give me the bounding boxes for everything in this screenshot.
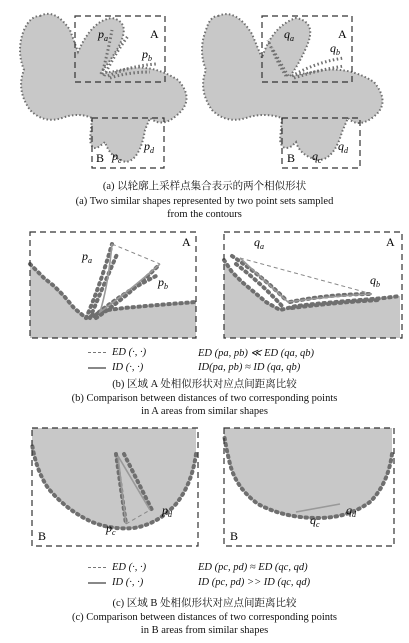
legend-b-ed [88, 347, 146, 358]
label-pb-main: p [142, 47, 148, 61]
label-qa-main: q [284, 27, 290, 41]
formula-c-ed: ED (pc, pd) ≈ ED (qc, qd) [198, 562, 308, 573]
label-qd [338, 139, 349, 155]
label-pd-main: p [144, 139, 150, 153]
zoom-label-region-b-left: B [38, 529, 47, 543]
legend-c-ed [88, 562, 146, 573]
label-qc-sub: c [318, 156, 322, 165]
legend-c-id [88, 577, 143, 588]
caption-c-en-2: in B areas from similar shapes [140, 625, 269, 636]
caption-a-en-1: (a) Two similar shapes represented by two point sets sampled [75, 196, 334, 207]
caption-a-en-2: from the contours [167, 209, 242, 220]
formula-b-ed: ED (pa, pb) ≪ ED (qa, qb) [198, 348, 314, 359]
zoom-label-region-b-right: B [230, 529, 239, 543]
legend-b-id [88, 362, 143, 373]
label-pc-main: p [112, 149, 118, 163]
zoom-label-pa-main: p [82, 249, 88, 263]
caption-b-en-2: in A areas from similar shapes [141, 406, 268, 417]
zoom-label-region-a-left: A [182, 235, 191, 249]
zoom-label-pa [81, 249, 92, 265]
label-region-a-left: A [150, 27, 159, 41]
zoom-label-qb-main: q [370, 273, 376, 287]
legend-c-id-text: ID (·, ·) [112, 577, 144, 588]
label-pb-sub: b [148, 54, 152, 63]
zoom-b-right [224, 428, 394, 546]
label-pd [143, 139, 155, 155]
caption-c-en-1: (c) Comparison between distances of two corresponding points [71, 612, 338, 623]
formula-b-id: ID(pa, pb) ≈ ID (qa, qb) [198, 362, 301, 373]
label-qb-sub: b [336, 48, 340, 57]
zoom-a-left [30, 232, 196, 338]
label-region-b-right: B [287, 151, 296, 165]
caption-a-cn: (a) 以轮廓上采样点集合表示的两个相似形状 [102, 181, 307, 192]
zoom-label-qb [370, 273, 380, 289]
zoom-label-pd-sub: d [168, 510, 172, 519]
label-region-b-left: B [96, 151, 105, 165]
figure-c-region-b [0, 424, 409, 554]
zoom-label-qa-main: q [254, 235, 260, 249]
zoom-label-pb [157, 275, 168, 291]
zoom-label-pa-sub: a [88, 256, 92, 265]
legend-b-ed-text: ED (·, ·) [112, 347, 147, 358]
figure-a-shapes [0, 0, 409, 178]
label-qb-main: q [330, 41, 336, 55]
zoom-label-qa-sub: a [260, 242, 264, 251]
zoom-label-qd-main: q [346, 503, 352, 517]
label-pd-sub: d [150, 146, 154, 155]
zoom-label-qb-sub: b [376, 280, 380, 289]
zoom-label-pb-main: p [158, 275, 164, 289]
legend-b-ed-swatch [88, 352, 106, 353]
zoom-label-qc-sub: c [316, 520, 320, 529]
legend-b-id-text: ID (·, ·) [112, 362, 144, 373]
label-qc-main: q [312, 149, 318, 163]
zoom-label-qc-main: q [310, 513, 316, 527]
zoom-label-pb-sub: b [164, 282, 168, 291]
zoom-label-region-a-right: A [386, 235, 395, 249]
zoom-label-pc-main: p [106, 521, 112, 535]
label-qd-sub: d [344, 146, 348, 155]
caption-c-cn: (c) 区域 B 处相似形状对应点间距离比较 [112, 598, 297, 609]
formula-c-id: ID (pc, pd) >> ID (qc, qd) [198, 577, 311, 588]
label-pc-sub: c [118, 156, 122, 165]
label-pa-sub: a [104, 34, 108, 43]
zoom-label-pc-sub: c [112, 528, 116, 537]
label-qb [330, 41, 340, 57]
caption-b-cn: (b) 区域 A 处相似形状对应点间距离比较 [112, 379, 297, 390]
zoom-label-qd-sub: d [352, 510, 356, 519]
legend-b-id-swatch [88, 367, 106, 369]
label-pb [141, 47, 152, 63]
legend-c-ed-swatch [88, 567, 106, 568]
figure-b-region-a [0, 226, 409, 344]
label-qa-sub: a [290, 34, 294, 43]
caption-b-en-1: (b) Comparison between distances of two corresponding points [71, 393, 338, 404]
label-pa-main: p [98, 27, 104, 41]
zoom-label-qa [254, 235, 264, 251]
label-region-a-right: A [338, 27, 347, 41]
legend-c-id-swatch [88, 582, 106, 584]
zoom-label-pd-main: p [162, 503, 168, 517]
legend-c-ed-text: ED (·, ·) [112, 562, 147, 573]
label-qd-main: q [338, 139, 344, 153]
